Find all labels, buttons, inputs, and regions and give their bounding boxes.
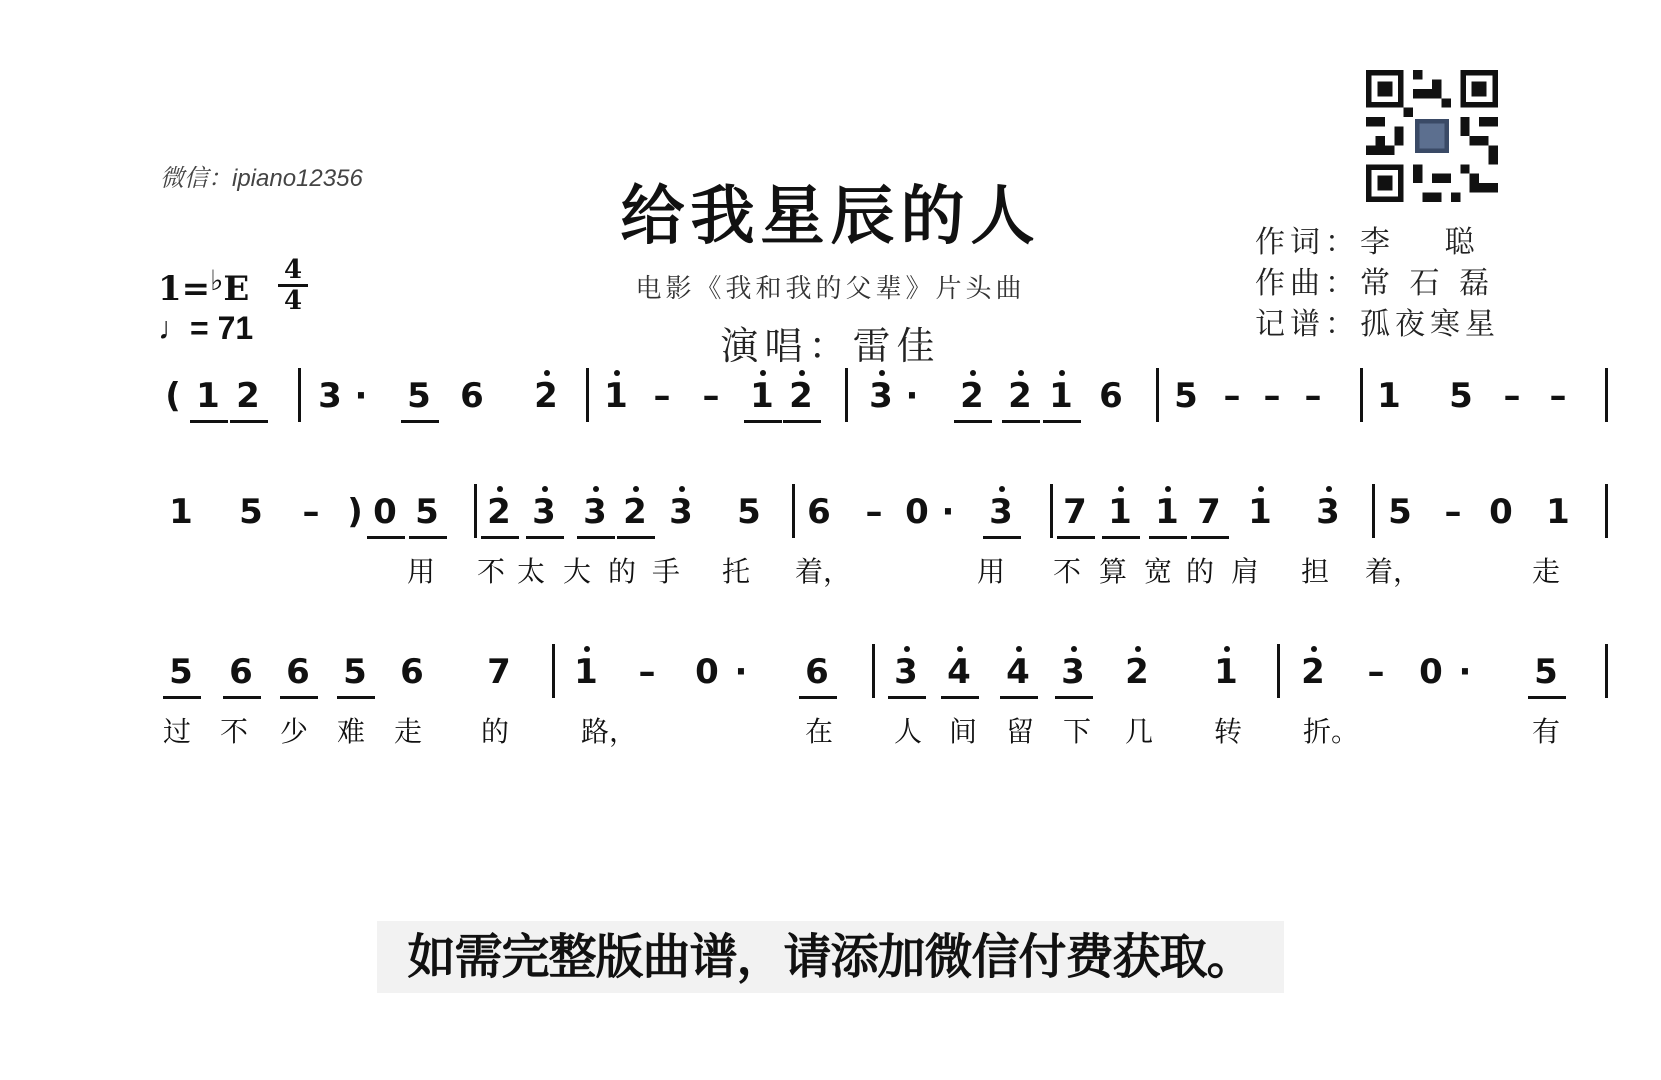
score-note: 5 <box>1449 376 1473 416</box>
lyric-char: 人 <box>893 715 922 748</box>
bar-line <box>1277 644 1280 698</box>
score-note: 2 <box>1123 652 1151 692</box>
underline-beam <box>190 420 228 423</box>
score-note: – <box>1549 376 1567 416</box>
lyric-char: 折。 <box>1303 715 1360 748</box>
lyric-char: 不 <box>476 555 505 588</box>
score-note: 0 <box>695 652 719 692</box>
lyric-char: 肩 <box>1230 555 1259 588</box>
underline-beam <box>799 696 837 699</box>
score-note: 1 <box>1377 376 1401 416</box>
score-note: 5 <box>415 492 439 532</box>
score-note: 0 <box>1419 652 1443 692</box>
underline-beam <box>1000 696 1038 699</box>
underline-beam <box>1043 420 1081 423</box>
score-note: 6 <box>460 376 484 416</box>
underline-beam <box>1102 536 1140 539</box>
underline-beam <box>230 420 268 423</box>
score-note: 1 <box>169 492 193 532</box>
lyric-char: 担 <box>1300 555 1329 588</box>
time-signature <box>278 255 308 316</box>
score-note: – <box>1503 376 1521 416</box>
lyric-char: 走 <box>1531 555 1560 588</box>
score-note: 1 <box>572 652 600 692</box>
lyric-char: 太 <box>516 555 545 588</box>
underline-beam <box>1002 420 1040 423</box>
score-note: 1 <box>1153 492 1181 532</box>
underline-beam <box>577 536 615 539</box>
score-note: 6 <box>1099 376 1123 416</box>
lyric-char: 宽 <box>1143 555 1172 588</box>
lyric-char: 着， <box>795 555 852 588</box>
underline-beam <box>367 536 405 539</box>
singer-credit: 演唱：雷佳 <box>720 324 941 368</box>
score-note: 7 <box>1063 492 1087 532</box>
composer-credit: 作曲：常 石 磊 <box>1255 266 1495 301</box>
score-note: – <box>653 376 671 416</box>
score-note: 1 <box>602 376 630 416</box>
lyric-char: 有 <box>1531 715 1560 748</box>
underline-beam <box>409 536 447 539</box>
underline-beam <box>617 536 655 539</box>
lyric-char: 几 <box>1124 715 1153 748</box>
underline-beam <box>481 536 519 539</box>
lyric-char: 用 <box>406 555 435 588</box>
key-note: E <box>223 269 250 309</box>
lyric-char: 转 <box>1213 715 1242 748</box>
score-note: ( <box>165 376 181 416</box>
score-note: 1 <box>748 376 776 416</box>
lyric-char: 下 <box>1062 715 1091 748</box>
flat-icon: ♭ <box>210 264 224 297</box>
underline-beam <box>1191 536 1229 539</box>
score-note: 2 <box>236 376 260 416</box>
lyric-char: 留 <box>1005 715 1034 748</box>
score-note: 2 <box>958 376 986 416</box>
time-denominator: 4 <box>283 286 303 316</box>
score-note: 2 <box>532 376 560 416</box>
score-note: 5 <box>407 376 431 416</box>
score-note: 1 <box>1212 652 1240 692</box>
score-note: 2 <box>621 492 649 532</box>
lyric-char: 少 <box>279 715 308 748</box>
score-note: · <box>941 492 955 532</box>
lyric-char: 走 <box>393 715 422 748</box>
score-note: – <box>1367 652 1385 692</box>
lyric-char: 不 <box>219 715 248 748</box>
wechat-id: 微信：ipiano12356 <box>160 165 363 192</box>
score-note: · <box>905 376 919 416</box>
score-note: 1 <box>1246 492 1274 532</box>
bar-line <box>298 368 301 422</box>
score-note: 2 <box>485 492 513 532</box>
bar-line <box>845 368 848 422</box>
lyric-char: 大 <box>562 555 591 588</box>
purchase-notice <box>0 918 1661 987</box>
key-signature <box>158 264 249 309</box>
score-note: 6 <box>805 652 829 692</box>
score-note: 5 <box>1174 376 1198 416</box>
score-note: 5 <box>1534 652 1558 692</box>
score-note: 2 <box>1006 376 1034 416</box>
lyric-char: 着， <box>1365 555 1422 588</box>
score-note: 7 <box>487 652 511 692</box>
underline-beam <box>401 420 439 423</box>
underline-beam <box>1057 536 1095 539</box>
score-note: 1 <box>1106 492 1134 532</box>
key-prefix: 1= <box>158 269 211 309</box>
bar-line <box>1605 484 1608 538</box>
underline-beam <box>280 696 318 699</box>
bar-line <box>1372 484 1375 538</box>
underline-beam <box>1149 536 1187 539</box>
score-note: 1 <box>196 376 220 416</box>
score-note: – <box>865 492 883 532</box>
bar-line <box>792 484 795 538</box>
score-note: – <box>1263 376 1281 416</box>
lyric-char: 不 <box>1052 555 1081 588</box>
score-note: 0 <box>905 492 929 532</box>
underline-beam <box>941 696 979 699</box>
underline-beam <box>337 696 375 699</box>
underline-beam <box>983 536 1021 539</box>
lyric-char: 的 <box>1185 555 1214 588</box>
score-note: 5 <box>239 492 263 532</box>
lyric-char: 难 <box>336 715 365 748</box>
underline-beam <box>888 696 926 699</box>
transcriber-credit: 记谱：孤夜寒星 <box>1255 307 1500 342</box>
score-note: – <box>1223 376 1241 416</box>
lyric-char: 算 <box>1098 555 1127 588</box>
score-note: 4 <box>945 652 973 692</box>
time-numerator: 4 <box>283 255 303 285</box>
tempo-marking: ♩= 71 <box>158 310 254 346</box>
score-note: 5 <box>737 492 761 532</box>
underline-beam <box>223 696 261 699</box>
lyric-char: 用 <box>976 555 1005 588</box>
score-note: 5 <box>169 652 193 692</box>
score-note: ) <box>347 492 363 532</box>
lyric-char: 的 <box>480 715 509 748</box>
lyric-char: 的 <box>607 555 636 588</box>
score-note: 2 <box>1299 652 1327 692</box>
underline-beam <box>1055 696 1093 699</box>
score-note: 6 <box>400 652 424 692</box>
underline-beam <box>163 696 201 699</box>
underline-beam <box>744 420 782 423</box>
lyric-char: 过 <box>162 715 191 748</box>
score-note: 7 <box>1197 492 1221 532</box>
score-note: 3 <box>867 376 895 416</box>
bar-line <box>1360 368 1363 422</box>
score-note: 3 <box>530 492 558 532</box>
score-note: 1 <box>1546 492 1570 532</box>
lyric-char: 间 <box>948 715 977 748</box>
score-note: 3 <box>667 492 695 532</box>
score-note: · <box>1458 652 1472 692</box>
bar-line <box>872 644 875 698</box>
score-note: – <box>1444 492 1462 532</box>
score-note: 6 <box>807 492 831 532</box>
underline-beam <box>1528 696 1566 699</box>
bar-line <box>586 368 589 422</box>
score-note: 6 <box>286 652 310 692</box>
score-note: 1 <box>1047 376 1075 416</box>
lyric-char: 在 <box>804 715 833 748</box>
score-note: 5 <box>1388 492 1412 532</box>
score-note: 0 <box>373 492 397 532</box>
score-note: 3 <box>987 492 1015 532</box>
underline-beam <box>954 420 992 423</box>
score-note: 3 <box>1314 492 1342 532</box>
underline-beam <box>783 420 821 423</box>
score-note: 4 <box>1004 652 1032 692</box>
score-note: 5 <box>343 652 367 692</box>
underline-beam <box>526 536 564 539</box>
lyricist-credit: 作词：李 聪 <box>1255 225 1480 260</box>
score-note: 3 <box>581 492 609 532</box>
score-note: 2 <box>787 376 815 416</box>
score-note: 3 <box>1059 652 1087 692</box>
score-note: · <box>734 652 748 692</box>
bar-line <box>552 644 555 698</box>
bar-line <box>1605 644 1608 698</box>
bar-line <box>1050 484 1053 538</box>
score-note: 3 <box>892 652 920 692</box>
lyric-char: 托 <box>721 555 750 588</box>
purchase-notice-text: 如需完整版曲谱，请添加微信付费获取。 <box>377 921 1283 993</box>
lyric-char: 手 <box>651 555 680 588</box>
score-note: · <box>354 376 368 416</box>
score-note: – <box>302 492 320 532</box>
song-subtitle: 电影《我和我的父辈》片头曲 <box>635 274 1026 304</box>
score-note: 6 <box>229 652 253 692</box>
score-note: – <box>1304 376 1322 416</box>
bar-line <box>1156 368 1159 422</box>
bar-line <box>474 484 477 538</box>
score-note: 3 <box>318 376 342 416</box>
lyric-char: 路， <box>581 715 638 748</box>
score-note: 0 <box>1489 492 1513 532</box>
bar-line <box>1605 368 1608 422</box>
score-note: – <box>702 376 720 416</box>
credits-block <box>1255 222 1500 345</box>
song-title: 给我星辰的人 <box>620 180 1041 254</box>
score-note: – <box>638 652 656 692</box>
